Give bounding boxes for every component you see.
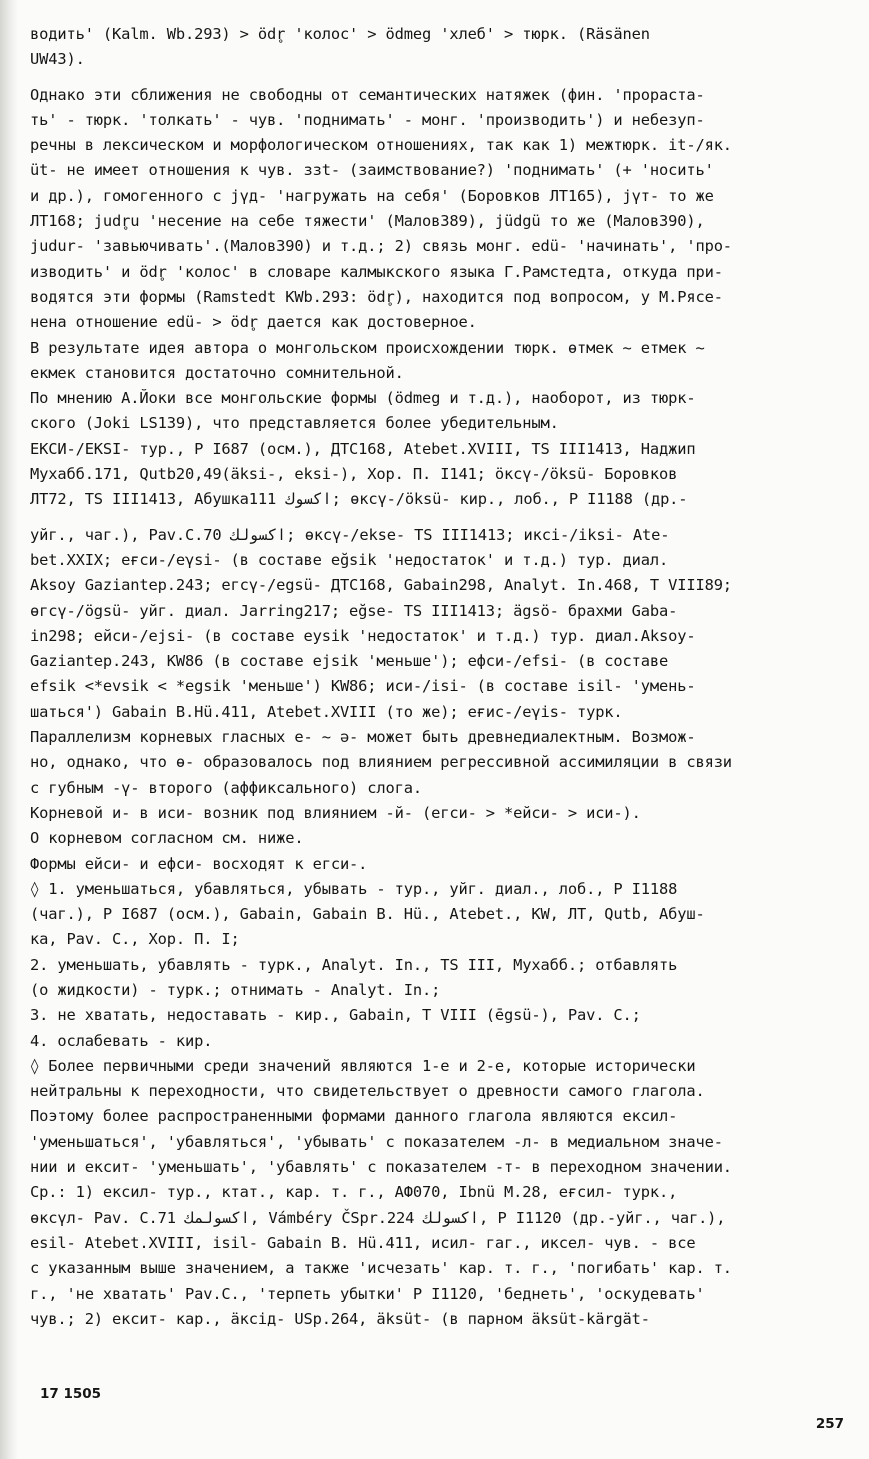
text-line: 3. не хватать, недоставать - кир., Gabain, T VIII (ēgsü-), Pav. C.; <box>30 1006 641 1025</box>
text-line: Формы ейси- и ефси- восходят к егси-. <box>30 854 368 873</box>
text-line: Параллелизм корневых гласных е- ~ ә- может быть древнедиалектным. Возмож- <box>30 728 696 747</box>
text-line: Gaziantep.243, KW86 (в составе ejsik 'меньше'); ефси-/efsi- (в составе <box>30 652 669 671</box>
text-line: г., 'не хватать' Pav.C., 'терпеть убытки' Р I1120, 'беднеть', 'оскудевать' <box>30 1284 705 1303</box>
text-line: уйг., чаг.), Pav.C.70 اكسولك; өксү-/ekse- TS III1413; иксі-/iksi- Ate- <box>30 525 670 544</box>
text-line: esil- Atebet.XVIII, isil- Gabain B. Hü.411, исил- гаг., иксел- чув. - все <box>30 1233 696 1252</box>
text-line: изводить' и ödr̥ 'колос' в словаре калмыкского языка Г.Рамстедта, откуда при- <box>30 262 723 281</box>
text-line: ◊ 1. уменьшаться, убавляться, убывать - тур., уйг. диал., лоб., Р I1188 <box>30 879 678 898</box>
text-line: Мухабб.171, Qutb20,49(äksi-, eksi-), Хор. П. I141; ӧксү-/öksü- Боровков <box>30 465 678 484</box>
text-line: ского (Joki LS139), что представляется более убедительным. <box>30 414 559 433</box>
text-line: ЕКСИ-/ЕКSI- тур., Р I687 (осм.), ДТС168, Atebet.XVIII, TS III1413, Наджип <box>30 439 696 458</box>
text-line: 2. уменьшать, убавлять - турк., Analyt. In., TS III, Мухабб.; отбавлять <box>30 955 678 974</box>
text-line: нейтральны к переходности, что свидетельствует о древности самого глагола. <box>30 1082 705 1101</box>
text-line: judur- 'завьючивать'.(Малов390) и т.д.; 2) связь монг. edü- 'начинать', 'про- <box>30 237 732 256</box>
text-line: 4. ослабевать - кир. <box>30 1031 213 1050</box>
text-line: Однако эти сближения не свободны от семантических натяжек (фин. 'прораста- <box>30 85 705 104</box>
text-line: (о жидкости) - турк.; отнимать - Analyt. In.; <box>30 980 441 999</box>
text-line: водить' (Kalm. Wb.293) > ödr̥ 'колос' > ödmeg 'хлеб' > тюрк. (Räsänen <box>30 25 650 43</box>
text-line: 'уменьшаться', 'убавляться', 'убывать' с показателем -л- в медиальном значе- <box>30 1132 723 1151</box>
text-line: Корневой и- в иси- возник под влиянием -й- (егси- > *ейси- > иси-). <box>30 803 641 822</box>
text-line: in298; ейси-/ejsi- (в составе eysik 'недостаток' и т.д.) тур. диал.Aksoy- <box>30 626 696 645</box>
text-line: По мнению А.Йоки все монгольские формы (ödmeg и т.д.), наоборот, из тюрк- <box>30 389 696 408</box>
text-line: өксүл- Pav. C.71 اكسولمك, Vámbéry ČSpr.224 اكسولك, Р I1120 (др.-уйг., чаг.), <box>30 1208 726 1227</box>
page-text <box>30 22 848 1332</box>
text-line: водятся эти формы (Ramstedt KWb.293: ödr̥), находится под вопросом, у М.Рясе- <box>30 287 723 306</box>
text-line: bet.XXIX; еғси-/eγsi- (в составе eğsik 'недостаток' и т.д.) тур. диал. <box>30 550 669 569</box>
text-line: üt- не имеет отношения к чув. ɜɜt- (заимствование?) 'поднимать' (+ 'носить' <box>30 161 714 180</box>
text-line: но, однако, что ө- образовалось под влиянием регрессивной ассимиляции в связи <box>30 753 732 772</box>
text-line: екмек становится достаточно сомнительной. <box>30 363 404 382</box>
paragraph-gap <box>30 513 848 523</box>
text-line: efsik <*evsik < *egsik 'меньше') KW86; иси-/isi- (в составе isil- 'умень- <box>30 677 696 696</box>
text-line: (чаг.), Р I687 (осм.), Gabain, Gabain B. Hü., Atebet., KW, ЛТ, Qutb, Абуш- <box>30 905 705 924</box>
text-line: и др.), гомогенного с jүд- 'нагружать на себя' (Боровков ЛТ165), jүт- то же <box>30 186 714 205</box>
text-line: ЛТ168; judr̥u 'несение на себе тяжести' (Малов389), jüdgü то же (Малов390), <box>30 212 705 231</box>
text-line: Поэтому более распространенными формами данного глагола являются ексил- <box>30 1107 678 1126</box>
text-line: ка, Pav. C., Хор. П. I; <box>30 930 240 949</box>
text-line: өгсү-/ögsü- уйг. диал. Jarring217; eğse- TS III1413; ägsö- брахми Gaba- <box>30 601 678 620</box>
text-line: речны в лексическом и морфологическом отношениях, так как 1) межтюрк. it-/як. <box>30 136 732 155</box>
text-line: с губным -ү- второго (аффиксального) слога. <box>30 778 422 797</box>
text-line: ◊ Более первичными среди значений являются 1-е и 2-е, которые исторически <box>30 1056 696 1075</box>
text-line: Aksoy Gaziantep.243; егсү-/egsü- ДТС168, Gabain298, Analyt. In.468, T VIII89; <box>30 576 732 595</box>
text-line: ЛТ72, TS III1413, Абушка111 اكسوك; өксү-/öksü- кир., лоб., Р I1188 (др.- <box>30 490 688 509</box>
text-line: шаться') Gabain B.Hü.411, Atebet.XVIII (то же); еғис-/eγis- турк. <box>30 702 623 721</box>
text-line: нии и ексит- 'уменьшать', 'убавлять' с показателем -т- в переходном значении. <box>30 1158 732 1177</box>
scan-edge-shadow <box>0 0 18 1459</box>
text-line: с указанным выше значением, а также 'исчезать' кар. т. г., 'погибать' кар. т. <box>30 1259 732 1278</box>
text-line: В результате идея автора о монгольском происхождении тюрк. өтмек ~ етмек ~ <box>30 338 705 357</box>
page-number: 257 <box>815 1416 844 1432</box>
text-line: О корневом согласном см. ниже. <box>30 829 304 848</box>
signature-mark: 17 1505 <box>40 1386 102 1402</box>
paragraph-gap <box>30 73 848 83</box>
text-line: чув.; 2) ексит- кар., äксід- USp.264, äksüt- (в парном äksüt-kärgät- <box>30 1309 650 1328</box>
text-line: ть' - тюрк. 'толкать' - чув. 'поднимать' - монг. 'производить') и небезуп- <box>30 110 705 129</box>
text-line: Ср.: 1) ексил- тур., ктат., кар. т. г., АФ070, Ibnü M.28, еғсил- турк., <box>30 1183 678 1202</box>
text-line: нена отношение edü- > ödr̥ дается как достоверное. <box>30 313 477 332</box>
text-line: UW43). <box>30 50 85 69</box>
